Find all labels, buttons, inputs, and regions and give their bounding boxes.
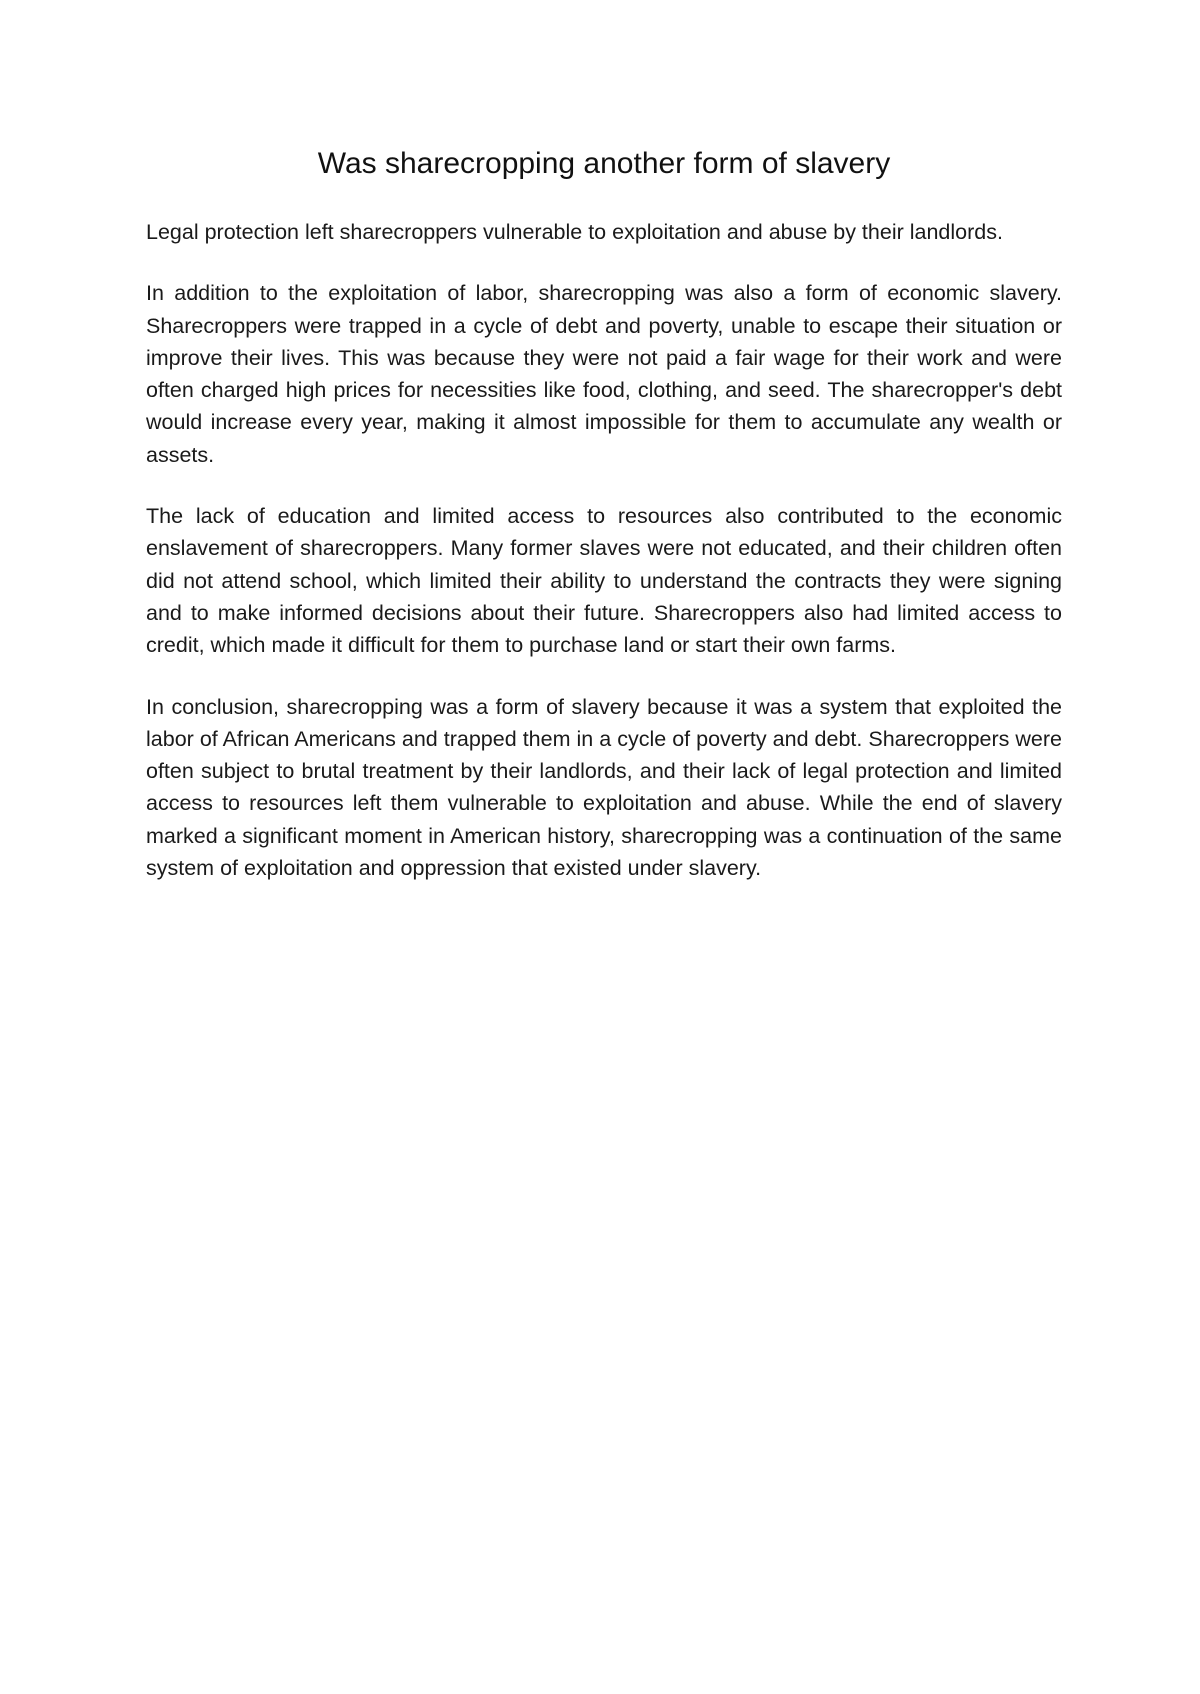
document-title: Was sharecropping another form of slavery [317,147,891,180]
paragraph-conclusion: In conclusion, sharecropping was a form of slavery because it was a system that exploited the labor of African Americans and trapped them in a cycle of poverty and debt. Sharecroppers were often subject to brutal treatment by their landlords, and their lack of legal protection and limited access to resources left them vulnerable to exploitation and abuse. While the end of slavery marked a significant moment in American history, sharecropping was a continuation of the same system of exploitation and oppression that existed under slavery. [146,694,1062,881]
paragraph-economic-slavery: In addition to the exploitation of labor, sharecropping was also a form of economic slavery. Sharecroppers were trapped in a cycle of debt and poverty, unable to escape their situation or improve their lives. This was because they were not paid a fair wage for their work and were often charged high prices for necessities like food, clothing, and seed. The sharecropper's debt would increase every year, making it almost impossible for them to accumulate any wealth or assets. [146,281,1062,467]
paragraph-intro: Legal protection left sharecroppers vulnerable to exploitation and abuse by their landlords. [146,220,1003,244]
paragraph-education-resources: The lack of education and limited access to resources also contributed to the economic enslavement of sharecroppers. Many former slaves were not educated, and their children often did not attend school, which limited their ability to understand the contracts they were signing and to make informed decisions about their future. Sharecroppers also had limited access to credit, which made it difficult for them to purchase land or start their own farms. [146,504,1062,658]
document-body [146,216,1062,913]
